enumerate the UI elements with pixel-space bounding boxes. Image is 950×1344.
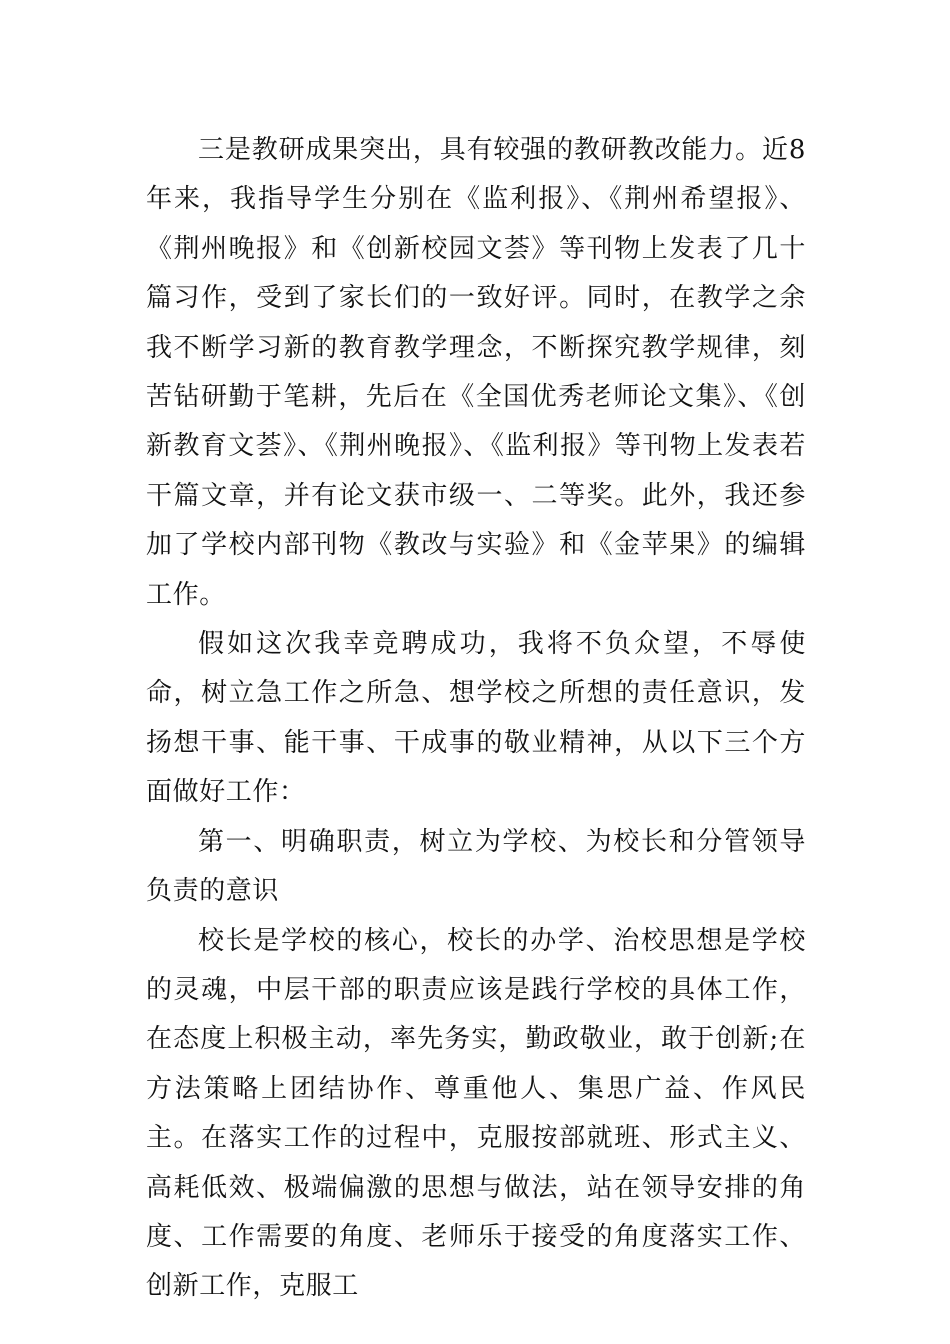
document-body — [146, 126, 806, 1312]
paragraph-research-achievements: 三是教研成果突出，具有较强的教研教改能力。近8年来，我指导学生分别在《监利报》、《荆州希望报》、《荆州晚报》和《创新校园文荟》等刊物上发表了几十篇习作，受到了家长们的一致好评。同时，在教学之余我不断学习新的教育教学理念，不断探究教学规律，刻苦钻研勤于笔耕，先后在《全国优秀老师论文集》、《创新教育文荟》、《荆州晚报》、《监利报》等刊物上发表若干篇文章，并有论文获市级一、二等奖。此外，我还参加了学校内部刊物《教改与实验》和《金苹果》的编辑工作。 — [146, 135, 806, 610]
paragraph-principal-role: 校长是学校的核心，校长的办学、治校思想是学校的灵魂，中层干部的职责应该是践行学校的具体工作，在态度上积极主动，率先务实，勤政敬业，敢于创新;在方法策略上团结协作、尊重他人、集思广益、作风民主。在落实工作的过程中，克服按部就班、形式主义、高耗低效、极端偏激的思想与做法，站在领导安排的角度、工作需要的角度、老师乐于接受的角度落实工作、创新工作，克服工 — [146, 925, 806, 1302]
paragraph-first-point-heading: 第一、明确职责，树立为学校、为校长和分管领导负责的意识 — [146, 826, 806, 907]
paragraph-commitment: 假如这次我幸竞聘成功，我将不负众望，不辱使命，树立急工作之所急、想学校之所想的责任意识，发扬想干事、能干事、干成事的敬业精神，从以下三个方面做好工作： — [146, 629, 806, 808]
